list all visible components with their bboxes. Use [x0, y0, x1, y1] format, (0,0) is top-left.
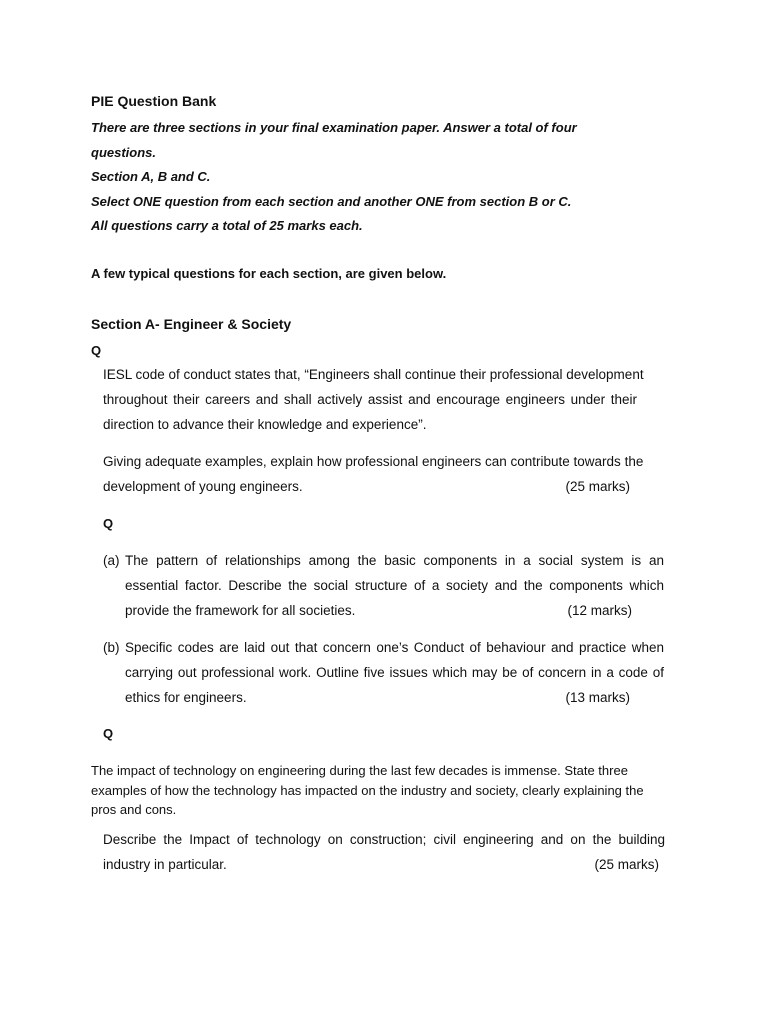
exam-instructions: [91, 116, 577, 239]
text-line: essential factor. Describe the social structure of a society and the components which: [125, 578, 664, 593]
marks-label: (13 marks): [565, 690, 630, 705]
instruction-line: There are three sections in your final examination paper. Answer a total of four: [91, 120, 577, 135]
question-label: Q: [103, 726, 114, 741]
typical-questions-note: A few typical questions for each section, are given below.: [91, 266, 447, 281]
q1-paragraph-2: [103, 449, 644, 499]
text-line: direction to advance their knowledge and experience”.: [103, 417, 427, 432]
item-letter-a: (a): [103, 553, 120, 568]
marks-label: (25 marks): [594, 857, 659, 872]
instruction-line: questions.: [91, 144, 157, 160]
text-line: The pattern of relationships among the basic components in a social system is an: [125, 553, 664, 568]
instruction-line: Select ONE question from each section and another ONE from section B or C.: [91, 193, 572, 209]
document-title: PIE Question Bank: [91, 93, 217, 109]
marks-label: (12 marks): [567, 603, 632, 618]
text-line: Specific codes are laid out that concern one’s Conduct of behaviour and practice when: [125, 640, 664, 655]
text-line: examples of how the technology has impacted on the industry and society, clearly explaining the: [91, 782, 644, 798]
q2-part-a: [125, 548, 664, 623]
instruction-line: All questions carry a total of 25 marks each.: [91, 218, 363, 233]
section-a-heading: Section A- Engineer & Society: [91, 316, 292, 332]
marks-label: (25 marks): [565, 479, 630, 494]
instruction-line: Section A, B and C.: [91, 169, 211, 184]
q1-paragraph-1: [103, 362, 644, 437]
text-line: provide the framework for all societies.: [125, 603, 356, 618]
text-line: carrying out professional work. Outline five issues which may be of concern in a code of: [125, 665, 664, 680]
text-line: Describe the Impact of technology on construction; civil engineering and on the building: [103, 832, 665, 847]
item-letter-b: (b): [103, 640, 120, 655]
text-line: ethics for engineers.: [125, 690, 247, 705]
text-line: IESL code of conduct states that, “Engineers shall continue their professional development: [103, 367, 644, 382]
q3-paragraph-2: [103, 827, 665, 877]
text-line: development of young engineers.: [103, 479, 303, 494]
text-line: pros and cons.: [91, 802, 177, 817]
text-line: industry in particular.: [103, 857, 227, 872]
text-line: The impact of technology on engineering during the last few decades is immense. State three: [91, 763, 628, 778]
question-label: Q: [103, 516, 114, 531]
q2-part-b: [125, 635, 664, 710]
question-label: Q: [91, 343, 102, 358]
text-line: Giving adequate examples, explain how professional engineers can contribute towards the: [103, 454, 644, 469]
q3-paragraph-1: [91, 761, 679, 820]
text-line: throughout their careers and shall actively assist and encourage engineers under their: [103, 392, 637, 407]
